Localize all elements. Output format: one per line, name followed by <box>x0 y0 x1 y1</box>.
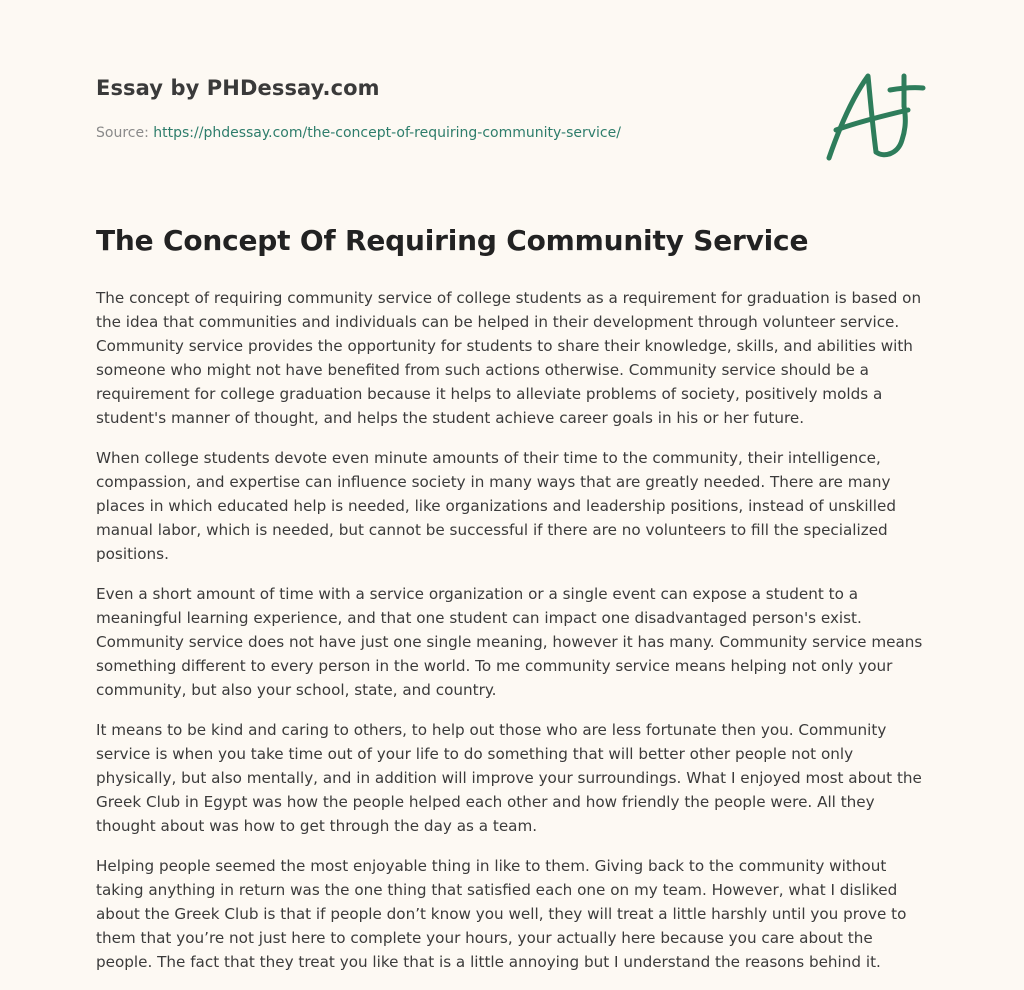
paragraph-3: Even a short amount of time with a service organization or a single event can expose a student to a meaningful learning experience, and that one student can impact one disadvantaged person's exist. Community service does not have just one single meaning, however it has many. Community service means something different to every person in the world. To me community service means helping not only your community, but also your school, state, and country. <box>96 585 923 699</box>
source-link[interactable]: https://phdessay.com/the-concept-of-requiring-community-service/ <box>153 125 621 141</box>
paragraph-4: It means to be kind and caring to others, to help out those who are less fortunate then you. Community service is when you take time out of your life to do something that will better other people not only physically, but also mentally, and in addition will improve your surroundings. What I enjoyed most about the Greek Club in Egypt was how the people helped each other and how friendly the people were. All they thought about was how to get through the day as a team. <box>96 721 922 835</box>
page-header <box>96 76 796 141</box>
source-line <box>96 125 796 141</box>
article-title: The Concept Of Requiring Community Service <box>96 224 809 257</box>
paragraph-5: Helping people seemed the most enjoyable thing in like to them. Giving back to the community without taking anything in return was the one thing that satisfied each one on my team. However, what I disliked about the Greek Club is that if people don’t know you well, they will treat a little harshly until you prove to them that you’re not just here to complete your hours, your actually here because you care about the people. The fact that they treat you like that is a little annoying but I understand the reasons behind it. <box>96 857 907 971</box>
paragraph-1: The concept of requiring community service of college students as a requirement for graduation is based on the idea that communities and individuals can be helped in their development through volunteer service. Community service provides the opportunity for students to share their knowledge, skills, and abilities with someone who might not have benefited from such actions otherwise. Community service should be a requirement for college graduation because it helps to alleviate problems of society, positively molds a student's manner of thought, and helps the student achieve career goals in his or her future. <box>96 289 922 427</box>
a-plus-logo-icon <box>820 66 930 166</box>
article-body <box>96 286 932 990</box>
source-label: Source: <box>96 125 154 141</box>
site-brand: Essay by PHDessay.com <box>96 76 380 100</box>
paragraph-2: When college students devote even minute amounts of their time to the community, their intelligence, compassion, and expertise can influence society in many ways that are greatly needed. There are many places in which educated help is needed, like organizations and leadership positions, instead of unskilled manual labor, which is needed, but cannot be successful if there are no volunteers to fill the specialized positions. <box>96 449 896 563</box>
